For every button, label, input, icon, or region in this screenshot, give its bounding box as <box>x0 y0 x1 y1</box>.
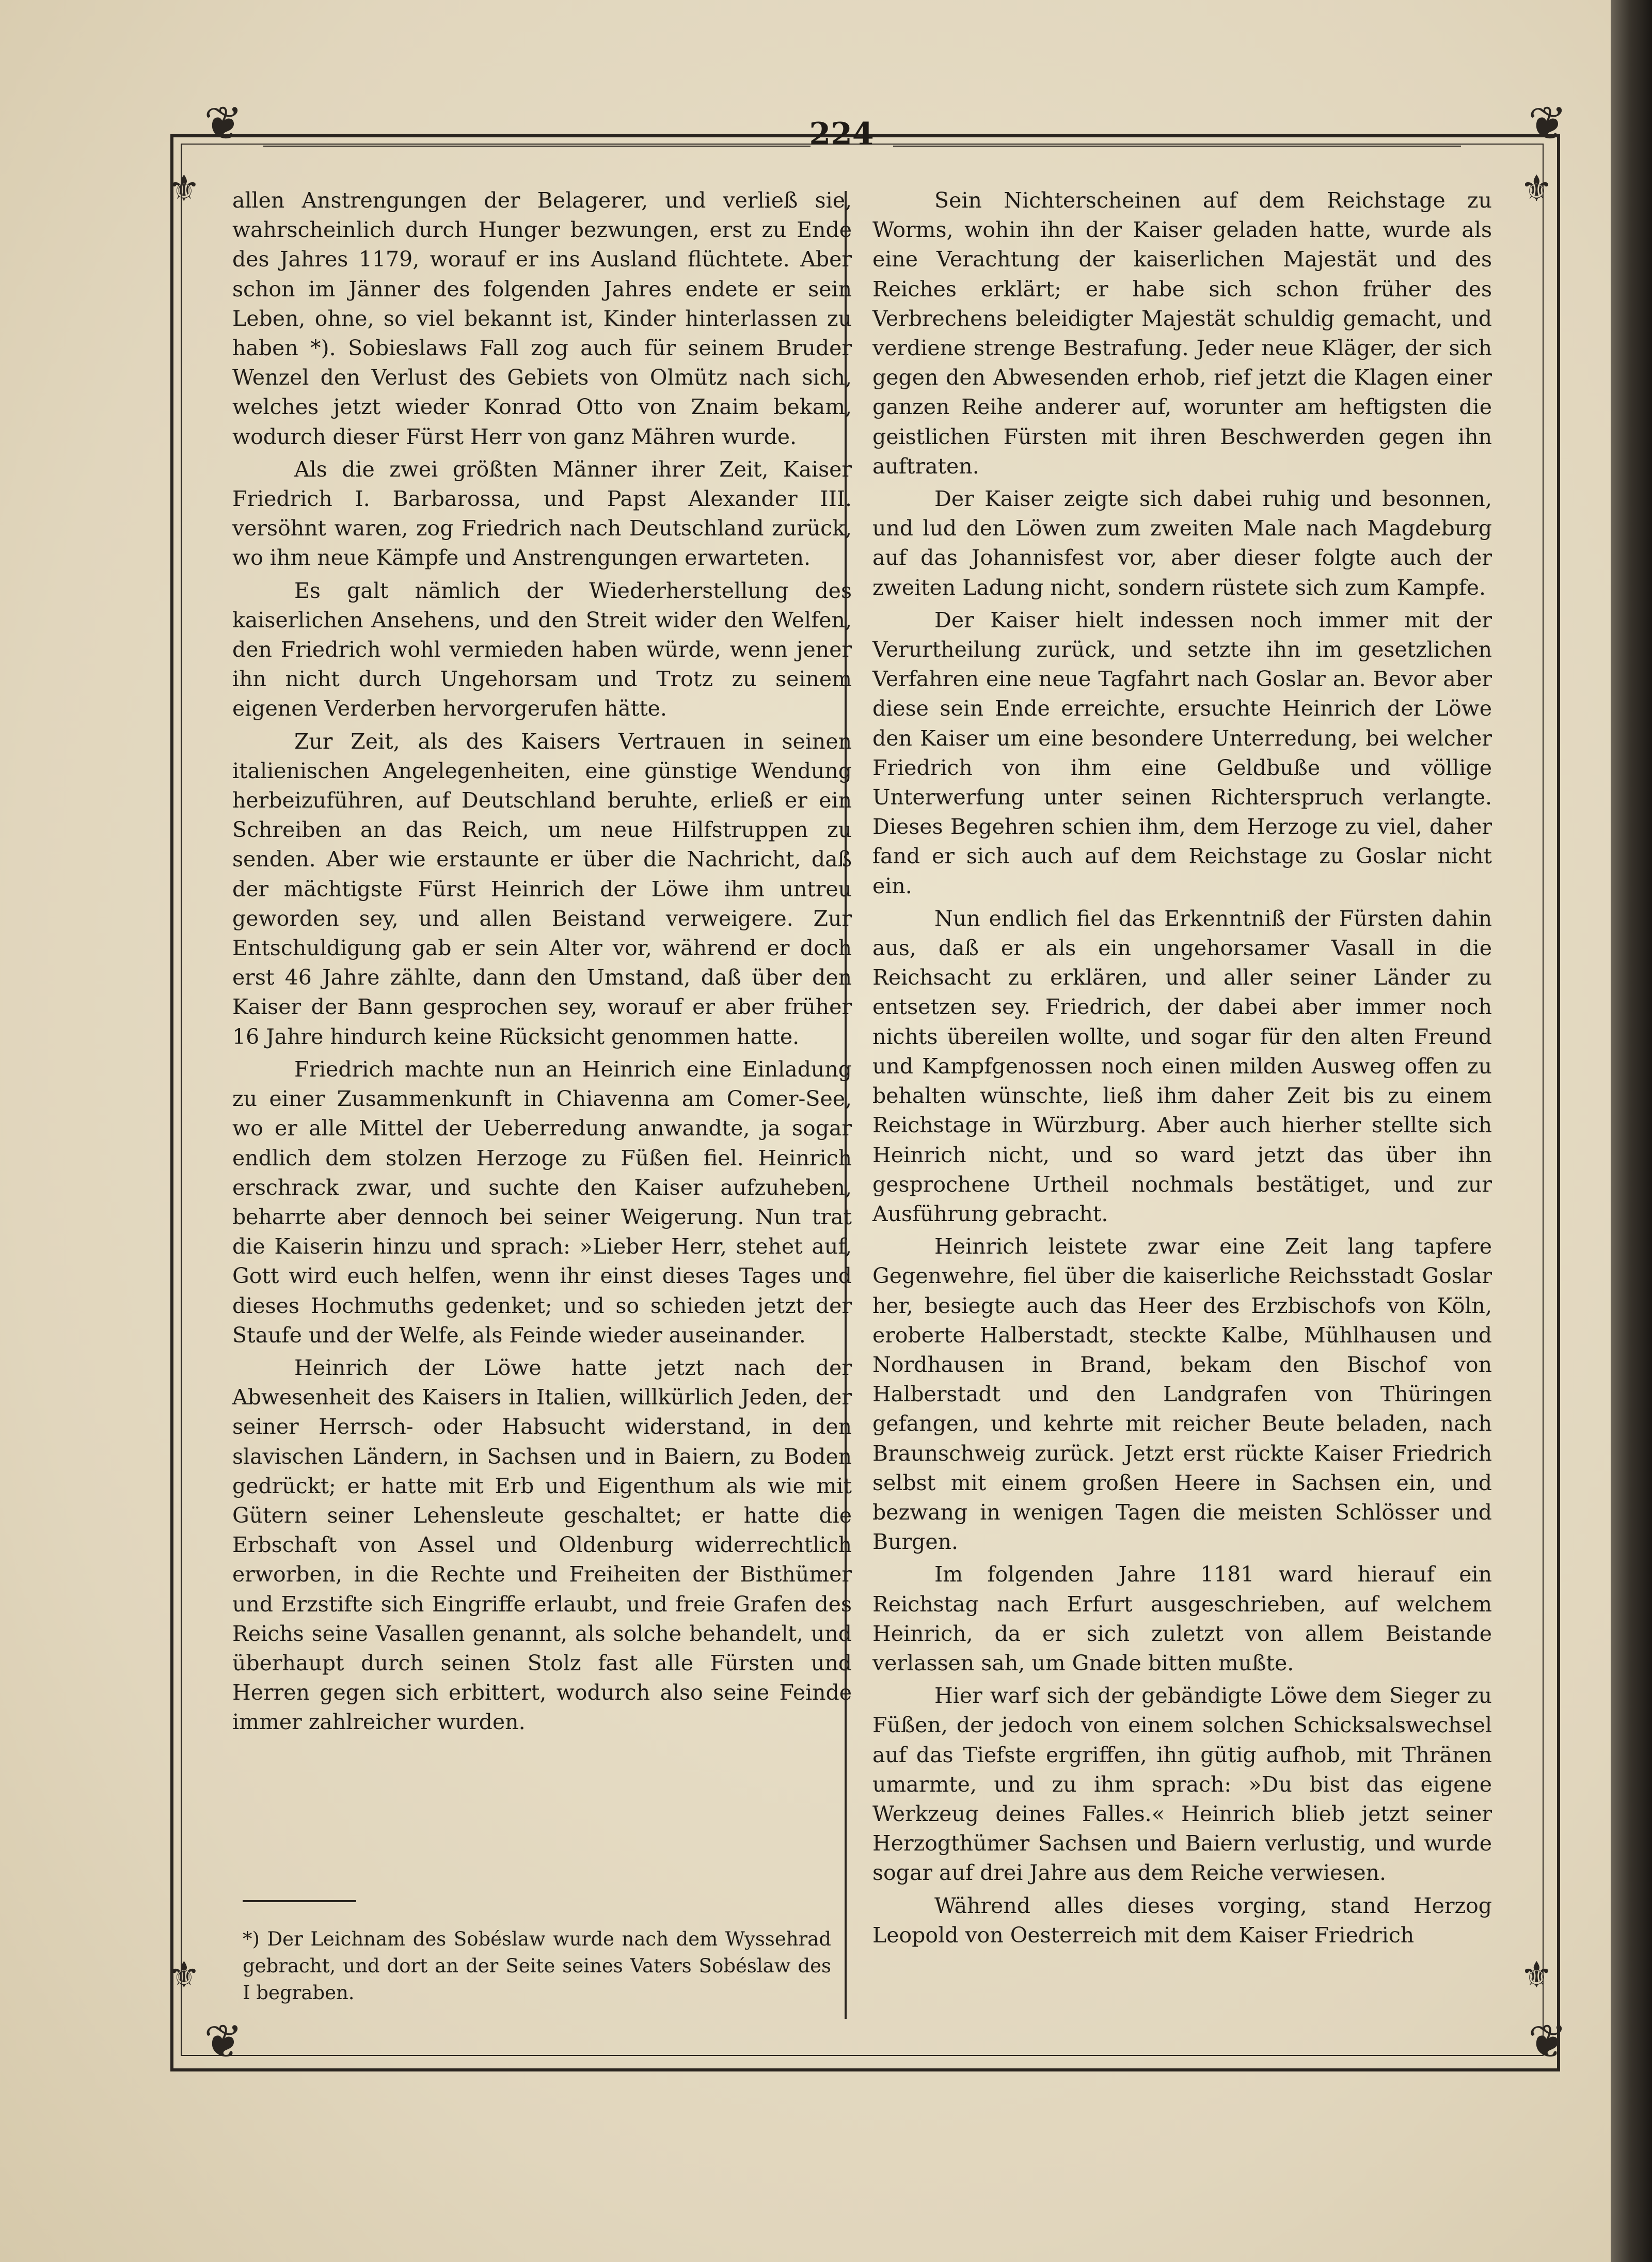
ornament-right-bottom-icon: ⚜ <box>1520 1954 1553 1996</box>
ornament-left-bottom-icon: ⚜ <box>168 1954 200 1996</box>
paragraph: Heinrich leistete zwar eine Zeit lang tapfere Gegenwehre, fiel über die kaiserliche Reichsstadt Goslar her, besiegte auch das Heer des Erzbischofs von Köln, eroberte Halberstadt, steckte Kalbe, Mühlhausen und Nordhausen in Brand, bekam den Bischof von Halberstadt und den Landgrafen von Thüringen gefangen, und kehrte mit reicher Beute beladen, nach Braunschweig zurück. Jetzt erst rückte Kaiser Friedrich selbst mit einem großen Heere in Sachsen ein, und bezwang in wenigen Tagen die meisten Schlösser und Burgen. <box>872 1234 1492 1555</box>
paragraph: Friedrich machte nun an Heinrich eine Einladung zu einer Zusammenkunft in Chiavenna am Comer-See, wo er alle Mittel der Ueberredung anwandte, ja sogar endlich dem stolzen Herzoge zu Füßen fiel. Heinrich erschrack zwar, und suchte den Kaiser aufzuheben, beharrte aber dennoch bei seiner Weigerung. Nun trat die Kaiserin hinzu und sprach: »Lieber Herr, stehet auf, Gott wird euch helfen, wenn ihr einst dieses Tages und dieses Hochmuths gedenket; und so schieden jetzt der Staufe und der Welfe, als Feinde wieder auseinander. <box>232 1056 852 1348</box>
paragraph: Nun endlich fiel das Erkenntniß der Fürsten dahin aus, daß er als ein ungehorsamer Vasall in die Reichsacht zu erklären, und aller seiner Länder zu entsetzen sey. Friedrich, der dabei aber immer noch nichts übereilen wollte, und sogar für den alten Freund und Kampfgenossen noch einen milden Ausweg offen zu behalten wünschte, ließ ihm daher Zeit bis zu einem Reichstage in Würzburg. Aber auch hierher stellte sich Heinrich nicht, und so ward jetzt das über ihn gesprochene Urtheil nochmals bestätiget, und zur Ausführung gebracht. <box>872 906 1492 1226</box>
left-column <box>232 186 852 1741</box>
ornament-top-right-icon: ❦ <box>1528 97 1567 151</box>
paragraph: allen Anstrengungen der Belagerer, und verließ sie, wahrscheinlich durch Hunger bezwungen, erst zu Ende des Jahres 1179, worauf er ins Ausland flüchtete. Aber schon im Jänner des folgenden Jahres endete er sein Leben, ohne, so viel bekannt ist, Kinder hinterlassen zu haben *). Sobieslaws Fall zog auch für seinem Bruder Wenzel den Verlust des Gebiets von Olmütz nach sich, welches jetzt wieder Konrad Otto von Znaim bekam, wodurch dieser Fürst Herr von ganz Mähren wurde. <box>232 188 852 449</box>
page-number: 224 <box>809 116 874 152</box>
paragraph: Sein Nichterscheinen auf dem Reichstage zu Worms, wohin ihn der Kaiser geladen hatte, wurde als eine Verachtung der kaiserlichen Majestät und des Reiches erklärt; er habe sich schon früher des Verbrechens beleidigter Majestät schuldig gemacht, und verdiene strenge Bestrafung. Jeder neue Kläger, der sich gegen den Abwesenden erhob, rief jetzt die Klagen einer ganzen Reihe anderer auf, worunter am heftigsten die geistlichen Fürsten mit ihren Beschwerden gegen ihn auftraten. <box>872 188 1492 479</box>
ornament-left-top-icon: ⚜ <box>168 167 200 210</box>
paragraph: Es galt nämlich der Wiederherstellung des kaiserlichen Ansehens, und den Streit wider den Welfen, den Friedrich wohl vermieden haben würde, wenn jener ihn nicht durch Ungehorsam und Trotz zu seinem eigenen Verderben hervorgerufen hätte. <box>232 578 852 721</box>
ornament-top-left-icon: ❦ <box>204 97 243 151</box>
header-rule-right <box>893 135 1461 147</box>
footnote-rule <box>243 1900 356 1902</box>
right-column <box>872 186 1492 1953</box>
paragraph: Zur Zeit, als des Kaisers Vertrauen in seinen italienischen Angelegenheiten, eine günstige Wendung herbeizuführen, auf Deutschland beruhte, erließ er ein Schreiben an das Reich, um neue Hilfstruppen zu senden. Aber wie erstaunte er über die Nachricht, daß der mächtigste Fürst Heinrich der Löwe ihm untreu geworden sey, und allen Beistand verweigere. Zur Entschuldigung gab er sein Alter vor, während er doch erst 46 Jahre zählte, dann den Umstand, daß über den Kaiser der Bann gesprochen sey, worauf er aber früher 16 Jahre hindurch keine Rücksicht genommen hatte. <box>232 729 852 1049</box>
header-rule-left <box>263 135 811 147</box>
paragraph: Während alles dieses vorging, stand Herzog Leopold von Oesterreich mit dem Kaiser Friedrich <box>872 1893 1492 1948</box>
book-spine <box>1611 0 1652 2262</box>
ornament-right-top-icon: ⚜ <box>1520 167 1553 210</box>
paragraph: Der Kaiser hielt indessen noch immer mit der Verurtheilung zurück, und setzte ihn im gesetzlichen Verfahren eine neue Tagfahrt nach Goslar an. Bevor aber diese sein Ende erreichte, ersuchte Heinrich der Löwe den Kaiser um eine besondere Unterredung, bei welcher Friedrich von ihm eine Geldbuße und völlige Unterwerfung unter seinen Richterspruch verlangte. Dieses Begehren schien ihm, dem Herzoge zu viel, daher fand er sich auch auf dem Reichstage zu Goslar nicht ein. <box>872 607 1492 898</box>
footnote: *) Der Leichnam des Sobéslaw wurde nach dem Wyssehrad gebracht, und dort an der Seite seines Vaters Sobéslaw des I begraben. <box>243 1928 831 2004</box>
paragraph: Heinrich der Löwe hatte jetzt nach der Abwesenheit des Kaisers in Italien, willkürlich Jeden, der seiner Herrsch- oder Habsucht widerstand, in den slavischen Ländern, in Sachsen und in Baiern, zu Boden gedrückt; er hatte mit Erb und Eigenthum als wie mit Gütern seiner Lehensleute geschaltet; er hatte die Erbschaft von Assel und Oldenburg widerrechtlich erworben, in die Rechte und Freiheiten der Bisthümer und Erzstifte sich Eingriffe erlaubt, und freie Grafen des Reichs seine Vasallen genannt, als solche behandelt, und überhaupt durch seinen Stolz fast alle Fürsten und Herren gegen sich erbittert, wodurch also seine Feinde immer zahlreicher wurden. <box>232 1355 852 1735</box>
ornament-bottom-left-icon: ❦ <box>204 2015 243 2069</box>
paragraph: Im folgenden Jahre 1181 ward hierauf ein Reichstag nach Erfurt ausgeschrieben, auf welchem Heinrich, da er sich zuletzt von allem Beistande verlassen sah, um Gnade bitten mußte. <box>872 1562 1492 1675</box>
paragraph: Der Kaiser zeigte sich dabei ruhig und besonnen, und lud den Löwen zum zweiten Male nach Magdeburg auf das Johannisfest vor, aber dieser folgte auch der zweiten Ladung nicht, sondern rüstete sich zum Kampfe. <box>872 486 1492 600</box>
paragraph: Hier warf sich der gebändigte Löwe dem Sieger zu Füßen, der jedoch von einem solchen Schicksalswechsel auf das Tiefste ergriffen, ihn gütig aufhob, mit Thränen umarmte, und zu ihm sprach: »Du bist das eigene Werkzeug deines Falles.« Heinrich blieb jetzt seiner Herzogthümer Sachsen und Baiern verlustig, und wurde sogar auf drei Jahre aus dem Reiche verwiesen. <box>872 1683 1492 1886</box>
ornament-bottom-right-icon: ❦ <box>1528 2015 1567 2069</box>
paragraph: Als die zwei größten Männer ihrer Zeit, Kaiser Friedrich I. Barbarossa, und Papst Alexander III. versöhnt waren, zog Friedrich nach Deutschland zurück, wo ihm neue Kämpfe und Anstrengungen erwarteten. <box>232 456 852 571</box>
